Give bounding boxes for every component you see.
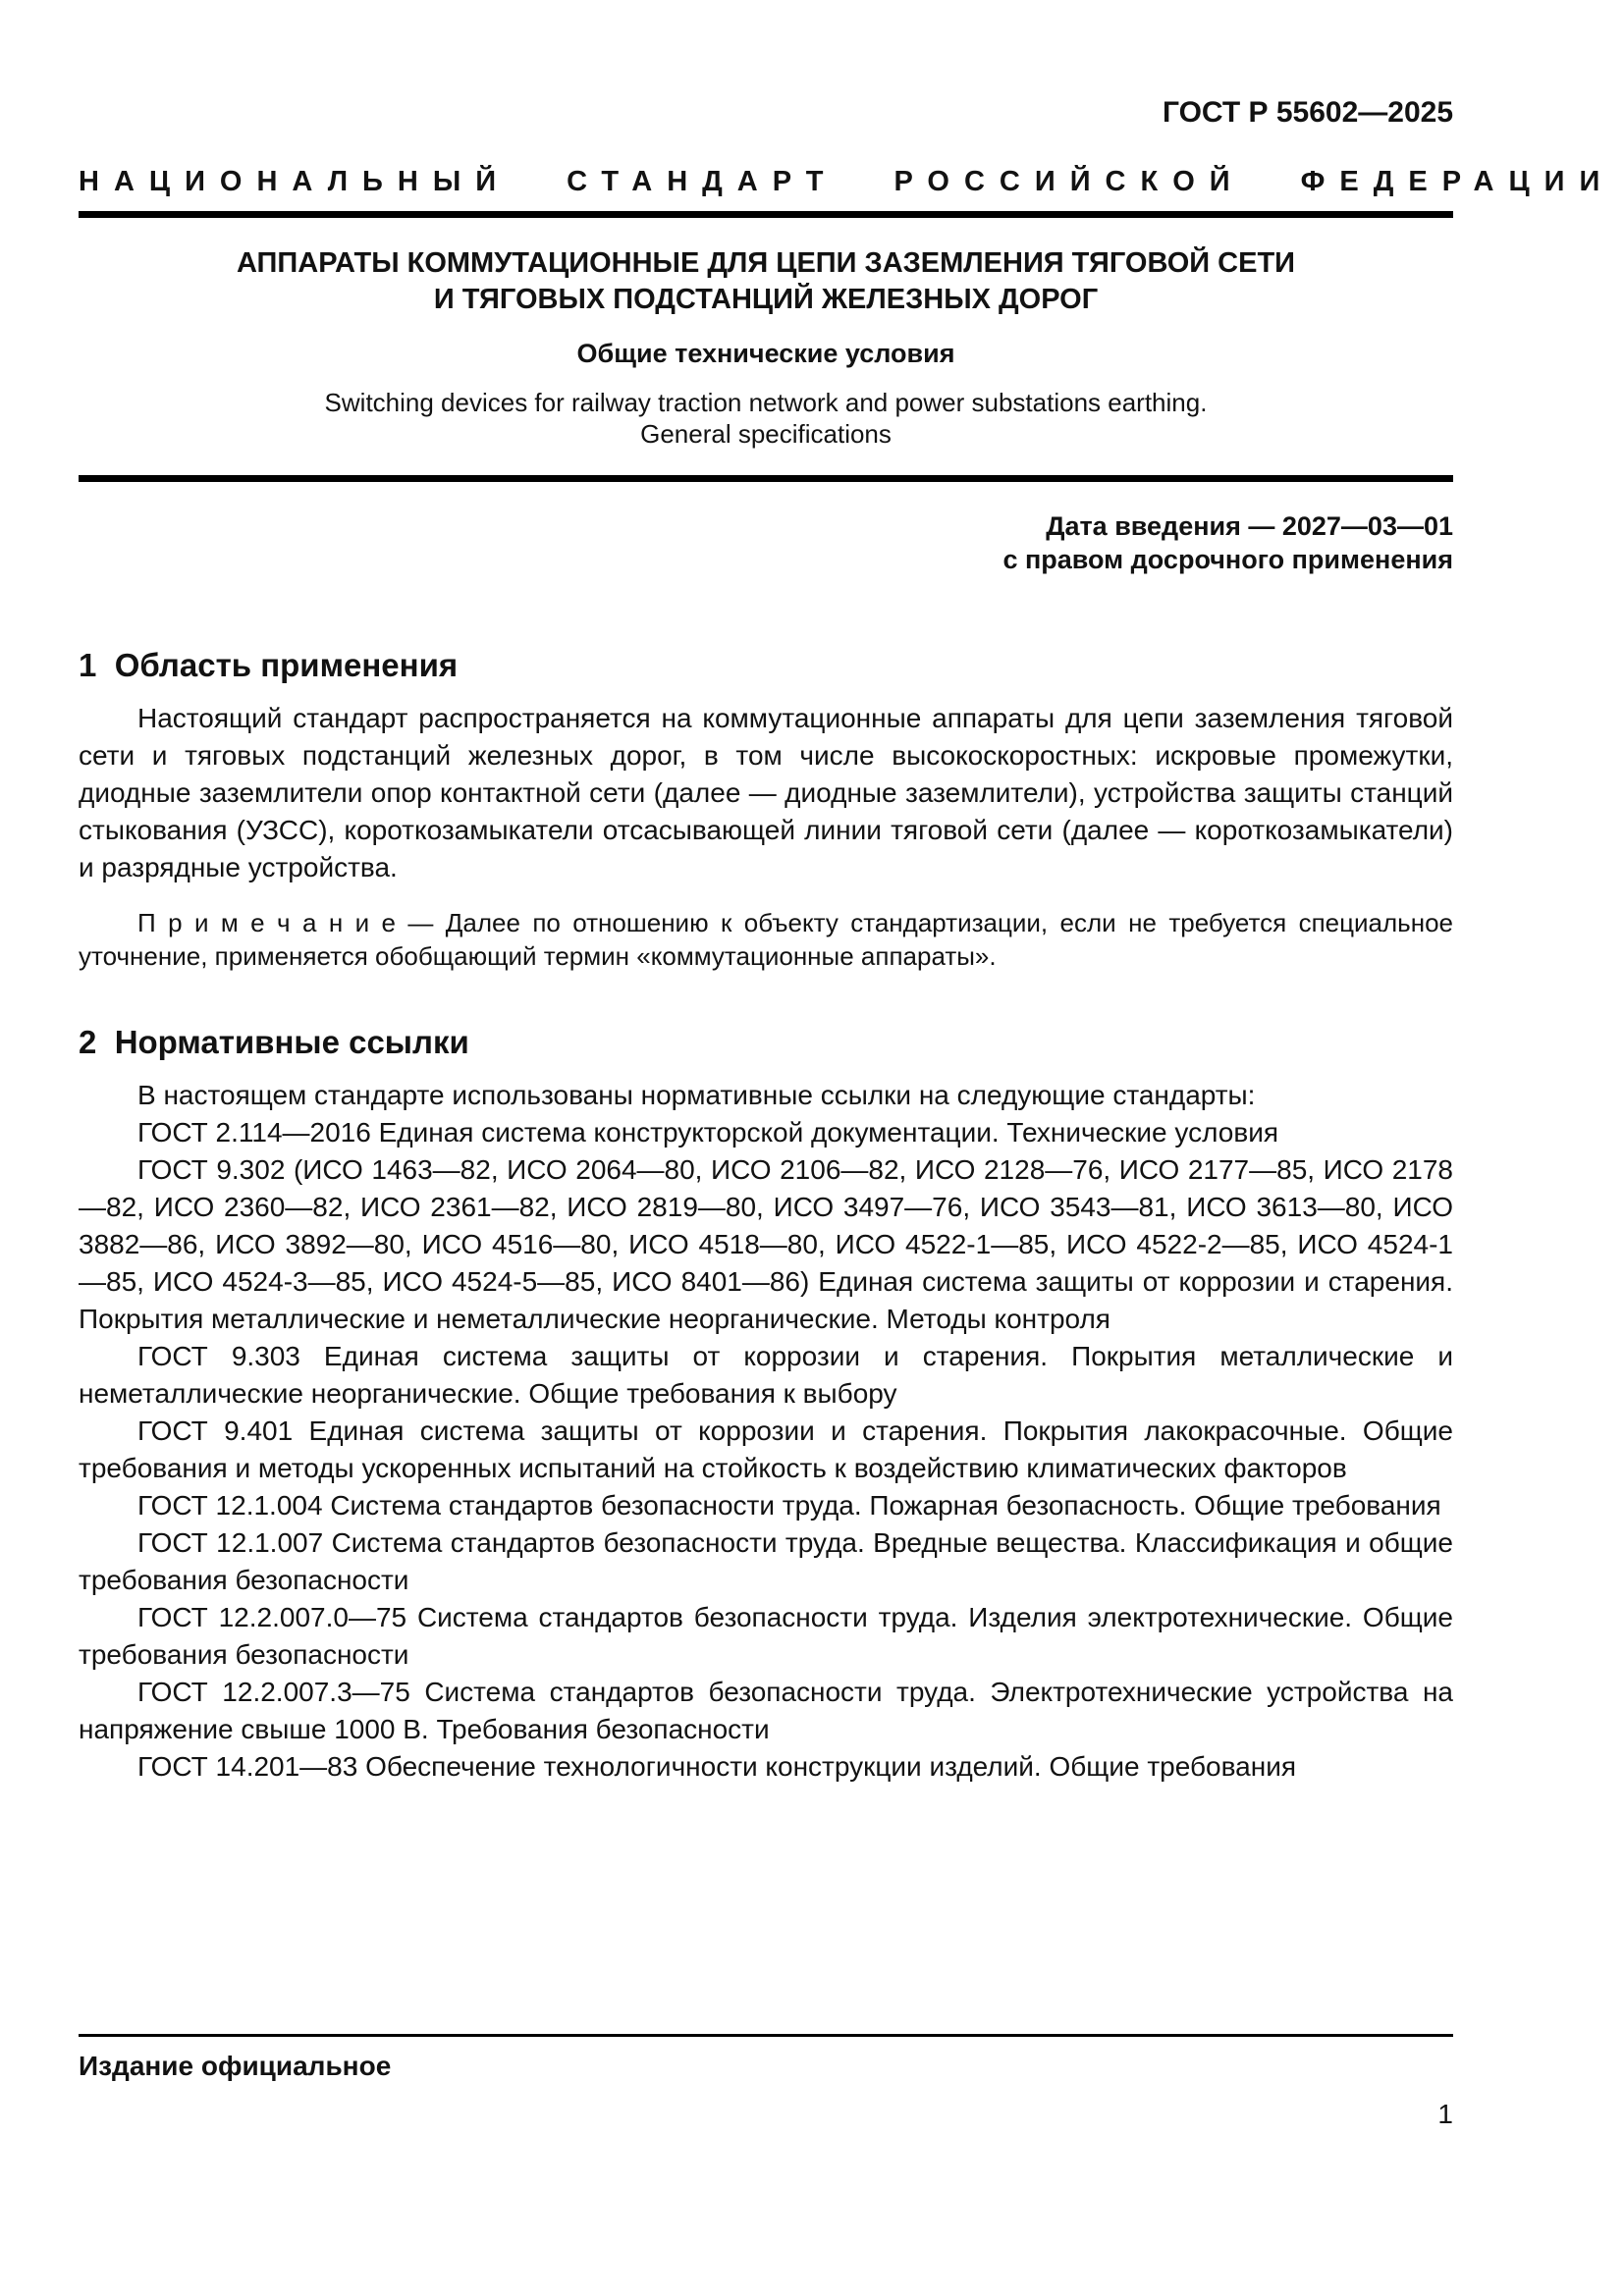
effective-date-block — [79, 509, 1453, 576]
section-1-heading: 1 Область применения — [79, 647, 459, 683]
page-number: 1 — [1437, 2099, 1453, 2129]
reference-item: ГОСТ 14.201—83 Обеспечение технологичности конструкции изделий. Общие требования — [137, 1751, 1296, 1782]
document-title-line1: АППАРАТЫ КОММУТАЦИОННЫЕ ДЛЯ ЦЕПИ ЗАЗЕМЛЕНИЯ ТЯГОВОЙ СЕТИ — [237, 247, 1295, 279]
bottom-divider-rule — [79, 475, 1453, 482]
national-standard-header: НАЦИОНАЛЬНЫЙ СТАНДАРТ РОССИЙСКОЙ ФЕДЕРАЦИИ — [79, 166, 1615, 197]
document-title-en-line2: General specifications — [640, 419, 892, 449]
section-1-paragraph: Настоящий стандарт распространяется на коммутационные аппараты для цепи заземления тяговой сети и тяговых подстанций железных дорог, в том числе высокоскоростных: искровые промежутки, диодные заземлители опор контактной сети (далее — диодные заземлители), устройства защиты станций стыкования (УЗСС), короткозамыкатели отсасывающей линии тяговой сети (далее — короткозамыкатели) и разрядные устройства. — [79, 703, 1453, 882]
document-title-en-line1: Switching devices for railway traction network and power substations earthing. — [324, 388, 1208, 417]
title-block — [79, 245, 1453, 450]
section-1-note: П р и м е ч а н и е — Далее по отношению к объекту стандартизации, если не требуется специальное уточнение, применяется обобщающий термин «коммутационные аппараты». — [79, 908, 1453, 971]
official-edition-label: Издание официальное — [79, 2051, 392, 2081]
effective-date: Дата введения — 2027—03—01 — [1046, 511, 1453, 541]
section-2-intro: В настоящем стандарте использованы нормативные ссылки на следующие стандарты: — [137, 1080, 1256, 1110]
reference-item: ГОСТ 2.114—2016 Единая система конструкторской документации. Технические условия — [137, 1117, 1278, 1148]
reference-item: ГОСТ 12.2.007.3—75 Система стандартов безопасности труда. Электротехнические устройства на напряжение свыше 1000 В. Требования безопасности — [79, 1677, 1453, 1744]
footer-divider-rule — [79, 2034, 1453, 2037]
document-title-line2: И ТЯГОВЫХ ПОДСТАНЦИЙ ЖЕЛЕЗНЫХ ДОРОГ — [433, 284, 1099, 315]
top-divider-rule — [79, 211, 1453, 218]
document-subtitle: Общие технические условия — [576, 339, 955, 368]
document-content — [79, 0, 1615, 1786]
reference-item: ГОСТ 12.1.004 Система стандартов безопасности труда. Пожарная безопасность. Общие требования — [137, 1490, 1441, 1521]
section-2-heading: 2 Нормативные ссылки — [79, 1024, 469, 1060]
effective-date-note: с правом досрочного применения — [1002, 545, 1453, 574]
reference-item: ГОСТ 9.302 (ИСО 1463—82, ИСО 2064—80, ИСО 2106—82, ИСО 2128—76, ИСО 2177—85, ИСО 2178—82, ИСО 2360—82, ИСО 2361—82, ИСО 2819—80, ИСО 3497—76, ИСО 3543—81, ИСО 3613—80, ИСО 3882—86, ИСО 3892—80, ИСО 4516—80, ИСО 4518—80, ИСО 4522-1—85, ИСО 4522-2—85, ИСО 4524-1—85, ИСО 4524-3—85, ИСО 4524-5—85, ИСО 8401—86) Единая система защиты от коррозии и старения. Покрытия металлические и неметаллические неорганические. Методы контроля — [79, 1154, 1453, 1334]
standard-code: ГОСТ Р 55602—2025 — [1162, 96, 1453, 129]
reference-item: ГОСТ 12.2.007.0—75 Система стандартов безопасности труда. Изделия электротехнические. Общие требования безопасности — [79, 1602, 1453, 1670]
reference-item: ГОСТ 9.303 Единая система защиты от коррозии и старения. Покрытия металлические и неметаллические неорганические. Общие требования к выбору — [79, 1341, 1453, 1409]
reference-item: ГОСТ 9.401 Единая система защиты от коррозии и старения. Покрытия лакокрасочные. Общие требования и методы ускоренных испытаний на стойкость к воздействию климатических факторов — [79, 1415, 1453, 1483]
reference-item: ГОСТ 12.1.007 Система стандартов безопасности труда. Вредные вещества. Классификация и общие требования безопасности — [79, 1527, 1453, 1595]
